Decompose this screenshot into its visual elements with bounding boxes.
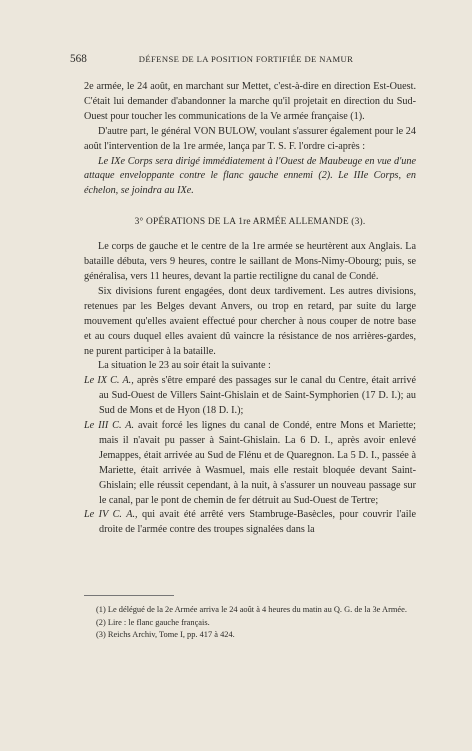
- footnote: (3) Reichs Archiv, Tome I, pp. 417 à 424.: [96, 630, 235, 640]
- footnotes: [84, 604, 416, 642]
- paragraph: Le corps de gauche et le centre de la 1re armée se heurtèrent aux Anglais. La bataille débuta, vers 9 heures, contre le saillant de Mons-Nimy-Obourg; puis, se généralisa, vers 11 heures, devant la partie rectiligne du canal de Condé.: [84, 241, 416, 282]
- page-number: 568: [70, 53, 87, 65]
- page-header: [70, 53, 422, 67]
- footnote: (1) Le délégué de la 2e Armée arriva le 24 août à 4 heures du matin au Q. G. de la 3e Armée.: [96, 605, 407, 614]
- corps-label: Le IV C. A.,: [84, 509, 138, 521]
- footnote: (2) Lire : le flanc gauche français.: [96, 617, 210, 627]
- list-item: Le III C. A. avait forcé les lignes du canal de Condé, entre Mons et Mariette; mais il n'avait pu passer à Saint-Ghislain. La 6 D. I., après avoir enlevé Jemappes, était arrivée au Sud de Flénu et de Quaregnon. La 5 D. I., passée à Mariette, était arrivée à Wasmuel, mais elle restait bloquée devant Saint-Ghislain; elle réussit cependant, à la nuit, à s'assurer un nouveau passage sur le canal, par le pont de chemin de fer détruit au Sud-Ouest de Tertre;: [84, 420, 416, 506]
- paragraph: Six divisions furent engagées, dont deux tardivement. Les autres divisions, retenues par les Belges devant Anvers, ou trop en retard, par suite du large mouvement qu'elles avaient effectué pour chercher à nous couper de notre base et au cours duquel elles avaient dû vaincre la résistance de nos arrières-gardes, ne purent participer à la bataille.: [84, 285, 416, 357]
- section-heading: 3° OPÉRATIONS DE LA 1re ARMÉE ALLEMANDE (3).: [134, 217, 366, 228]
- corps-label: Le III C. A.: [84, 420, 135, 432]
- footnote-separator: [84, 595, 174, 596]
- body-text: [84, 80, 416, 538]
- list-item: Le IX C. A., après s'être emparé des passages sur le canal du Centre, était arrivé au Sud-Ouest de Villers Saint-Ghislain et de Saint-Symphorien (17 D. I.); au Sud de Mons et de Hyon (18 D. I.);: [84, 375, 417, 417]
- paragraph: D'autre part, le général VON BULOW, voulant s'assurer également pour le 24 août l'intervention de la 1re armée, lança par T. S. F. l'ordre ci-après :: [84, 125, 416, 152]
- list-item: Le IV C. A., qui avait été arrêté vers Stambruge-Basècles, pour couvrir l'aile droite de l'armée contre des troupes signalées dans la: [84, 509, 416, 536]
- paragraph: La situation le 23 au soir était la suivante :: [98, 360, 271, 372]
- running-title: DÉFENSE DE LA POSITION FORTIFIÉE DE NAMUR: [138, 54, 354, 64]
- corps-label: Le IX C. A.,: [84, 375, 134, 387]
- order-quote: Le IXe Corps sera dirigé immédiatement à l'Ouest de Maubeuge en vue d'une attaque enveloppante contre le flanc gauche ennemi (2). Le IIIe Corps, en échelon, se joindra au IXe.: [84, 155, 416, 197]
- paragraph: 2e armée, le 24 août, en marchant sur Mettet, c'est-à-dire en direction Est-Ouest. C'était lui demander d'abandonner la marche qu'il projetait en direction du Sud-Ouest pour toucher les communications de la Ve armée française (1).: [84, 81, 416, 122]
